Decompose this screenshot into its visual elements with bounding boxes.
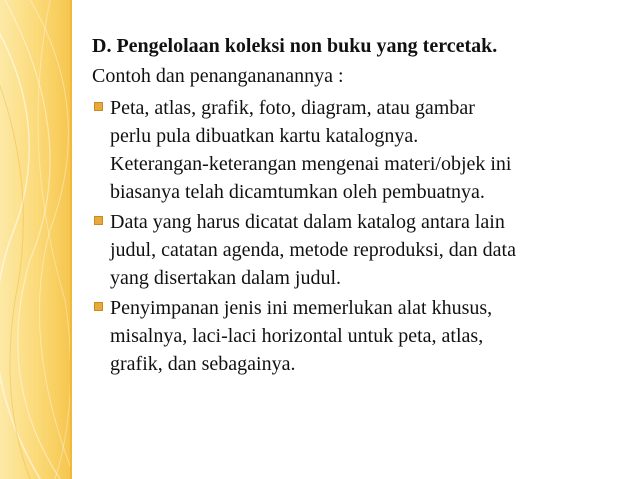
bullet-line: judul, catatan agenda, metode reproduksi, dan data <box>110 239 516 261</box>
bullet-line: misalnya, laci-laci horizontal untuk peta, atlas, <box>110 325 484 347</box>
bullet-line: biasanya telah dicamtumkan oleh pembuatnya. <box>110 181 485 203</box>
decorative-curves <box>0 0 70 479</box>
bullet-line: yang disertakan dalam judul. <box>110 267 342 289</box>
bullet-item <box>92 294 622 378</box>
slide-subheading: Contoh dan penangananannya : <box>92 65 344 87</box>
panel-divider <box>70 0 72 479</box>
bullet-line: Keterangan-keterangan mengenai materi/objek ini <box>110 153 512 175</box>
bullet-line: Data yang harus dicatat dalam katalog antara lain <box>110 211 505 233</box>
slide-heading: D. Pengelolaan koleksi non buku yang tercetak. <box>92 35 498 57</box>
bullet-line: perlu pula dibuatkan kartu katalognya. <box>110 125 419 147</box>
decorative-side-panel <box>0 0 70 479</box>
square-bullet-icon <box>94 102 103 111</box>
slide-content <box>92 32 622 380</box>
bullet-line: Penyimpanan jenis ini memerlukan alat khusus, <box>110 297 493 319</box>
bullet-line: grafik, dan sebagainya. <box>110 353 296 375</box>
bullet-item <box>92 208 622 292</box>
bullet-item <box>92 94 622 206</box>
bullet-line: Peta, atlas, grafik, foto, diagram, atau gambar <box>110 97 475 119</box>
bullet-list <box>92 94 622 378</box>
square-bullet-icon <box>94 216 103 225</box>
square-bullet-icon <box>94 302 103 311</box>
